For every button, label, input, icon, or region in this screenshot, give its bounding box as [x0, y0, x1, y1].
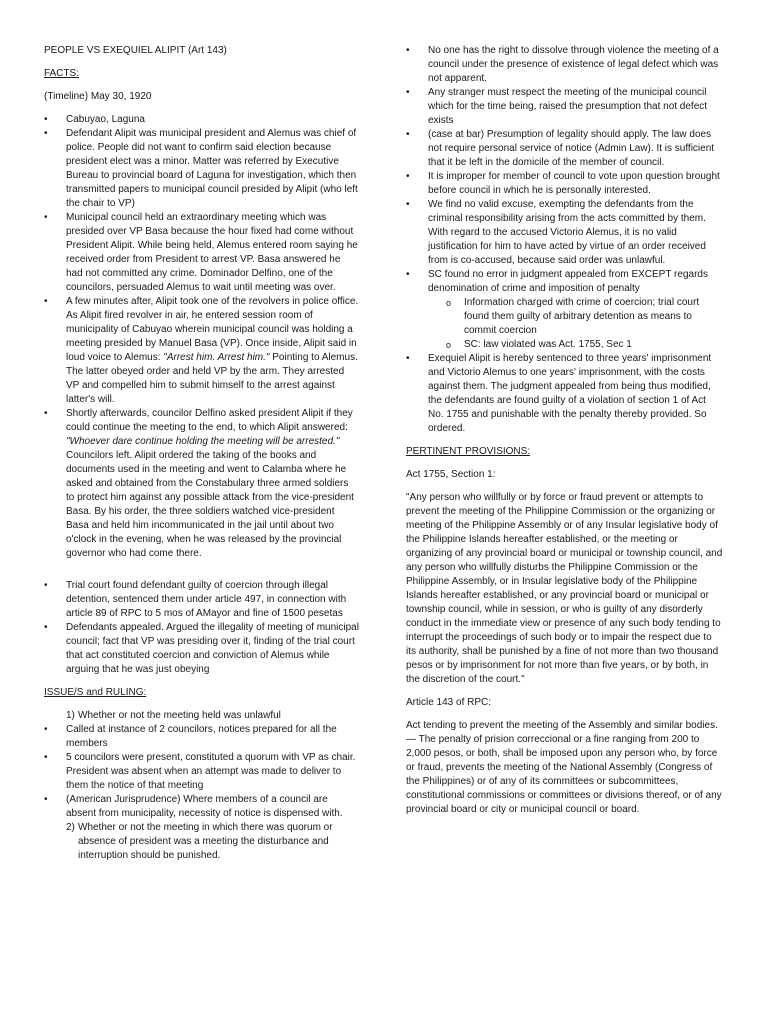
list-item: • Exequiel Alipit is hereby sentenced to three years' imprisonment and Victorio Alemus to one years' imprisonment, with the costs against them. The judgment appealed from being thus modified, the defendants are found guilty of a violation of section 1 of Act No. 1755 and punishable with the penalty thereby provided. So ordered.: [406, 352, 724, 436]
timeline: (Timeline) May 30, 1920: [44, 91, 152, 102]
list-item: • Called at instance of 2 councilors, notices prepared for all the members: [44, 723, 359, 751]
list-item: • Any stranger must respect the meeting of the municipal council which for the time being, raised the presumption that not defect exists: [406, 86, 724, 128]
fact-text: A few minutes after, Alipit took one of the revolvers in police office. As Alipit fired revolver in air, he entered session room of municipality of Cabuyao wherein municipal council was holding a meeting presided by Manuel Basa (VP). Once inside, Alipit said in loud voice to Alemus:: [66, 296, 359, 363]
act-text: "Any person who willfully or by force or fraud prevent or attempts to prevent the meeting of the Philippine Commission or the organizing or meeting of the Philippine Assembly or of any Insular legislative body of the Philippine Islands hereafter established, or the meeting or organizing of any provincial board or municipal or township council, and any person who willfully disturbs the Philippine Commission or the Philippine Assembly, or in Insular legislative body of the Philippine Islands hereafter established, or any provincial board or municipal or township council, while in session, or who is guilty of any disorderly conduct in the immediate view or presence of any such body tending to interrupt the proceedings of such body or to impair the respect due to its authority, shall be punished by a fine of not more than two thousand pesos or by imprisonment for not more than five years, or by both, in the discretion of the court.": [406, 492, 723, 685]
list-item: • Cabuyao, Laguna: [44, 113, 359, 127]
issue-text: Whether or not the meeting held was unlawful: [78, 710, 281, 721]
provisions-heading: PERTINENT PROVISIONS:: [406, 446, 531, 457]
fact-quote: "Arrest him. Arrest him.": [163, 352, 270, 363]
facts-heading: FACTS:: [44, 68, 80, 79]
list-item: • No one has the right to dissolve through violence the meeting of a council under the presence of existence of legal defect which was not apparent.: [406, 44, 724, 86]
issue-2: [44, 821, 359, 863]
fact-text: Shortly afterwards, councilor Delfino asked president Alipit if they could continue the meeting to the end, to which Alipit answered:: [66, 408, 353, 433]
list-item: • We find no valid excuse, exempting the defendants from the criminal responsibility arising from the acts committed by them. With regard to the accused Victorio Alemus, it is no valid justification for him to have acted by virtue of an order received from is co-accused, because said order was unlawful.: [406, 198, 724, 268]
fact-text: Councilors left. Alipit ordered the taking of the books and documents used in the meeting and went to Calamba where he asked and obtained from the Constabulary three armed soldiers to protect him against any possible attack from the vice-president Basa. By his order, the three soldiers watched vice-president Basa and held him incommunicated in the jail until about two o'clock in the evening, when he was released by the provincial governor who had come there.: [66, 450, 354, 559]
document-title: PEOPLE VS EXEQUIEL ALIPIT (Art 143): [44, 45, 227, 56]
list-item: [406, 268, 724, 352]
fact-text: Pointing to Alemus. The latter obeyed order and held VP by the arm. They arrested VP and compelled him to submit himself to the arrest against latter's will.: [66, 352, 358, 405]
fact-quote: "Whoever dare continue holding the meeting will be arrested.": [66, 436, 340, 447]
list-item: • Defendant Alipit was municipal president and Alemus was chief of police. People did not want to confirm said election because president elect was a minor. Matter was referred by Executive Bureau to provincial board of Laguna for investigation, which then transmitted papers to municipal council presided by Alipit (who left the chair to VP): [44, 127, 359, 211]
right-column: [406, 44, 724, 817]
ruling-text: SC found no error in judgment appealed from EXCEPT regards denomination of crime and imposition of penalty: [428, 269, 708, 294]
list-item: • 5 councilors were present, constituted a quorum with VP as chair. President was absent when an attempt was made to deliver to them the notice of that meeting: [44, 751, 359, 793]
list-item: [44, 821, 359, 863]
list-item: • Defendants appealed. Argued the illegality of meeting of municipal council; fact that VP was presiding over it, finding of the trial court that act constituted coercion and conviction of Alemus while arguing that he was just obeying: [44, 621, 359, 677]
list-item: • (case at bar) Presumption of legality should apply. The law does not require personal service of notice (Admin Law). It is sufficient that it be left in the domicile of the member of council.: [406, 128, 724, 170]
list-item: [44, 407, 359, 561]
issues-heading: ISSUE/S and RULING:: [44, 687, 147, 698]
list-item: [44, 295, 359, 407]
sub-list-item: o SC: law violated was Act. 1755, Sec 1: [428, 338, 724, 352]
article-heading: Article 143 of RPC:: [406, 697, 492, 708]
facts-list-2: [44, 579, 359, 677]
list-item: [44, 709, 359, 723]
ruling-list: [406, 44, 724, 436]
issue-1: [44, 709, 359, 723]
issue-1-bullets: [44, 723, 359, 821]
list-item: • It is improper for member of council to vote upon question brought before council in which he is personally interested.: [406, 170, 724, 198]
sub-list: [428, 296, 724, 352]
sub-list-item: o Information charged with crime of coercion; trial court found them guilty of arbitrary detention as means to commit coercion: [428, 296, 724, 338]
article-text: Act tending to prevent the meeting of the Assembly and similar bodies. — The penalty of prision correccional or a fine ranging from 200 to 2,000 pesos, or both, shall be imposed upon any person who, by force or fraud, prevents the meeting of the National Assembly (Congress of the Philippines) or of any of its committees or subcommittees, constitutional commissions or committees or divisions thereof, or of any provincial board or city or municipal council or board.: [406, 720, 722, 815]
list-item: • (American Jurisprudence) Where members of a council are absent from municipality, necessity of notice is dispensed with.: [44, 793, 359, 821]
issue-text: Whether or not the meeting in which there was quorum or absence of president was a meeting the disturbance and interruption should be punished.: [78, 822, 333, 861]
list-item: • Municipal council held an extraordinary meeting which was presided over VP Basa because the hour fixed had come without President Alipit. While being held, Alemus entered room saying he received order from President to arrest VP. Basa answered he had not committed any crime. Dominador Delfino, one of the councilors, persuaded Alemus to wait until meeting was over.: [44, 211, 359, 295]
issue-number: 2): [66, 822, 75, 833]
list-item: • Trial court found defendant guilty of coercion through illegal detention, sentenced them under article 497, in connection with article 89 of RPC to 5 mos of AMayor and fine of 1500 pesetas: [44, 579, 359, 621]
issue-number: 1): [66, 710, 75, 721]
left-column: [44, 44, 359, 863]
act-heading: Act 1755, Section 1:: [406, 469, 496, 480]
facts-list: [44, 113, 359, 561]
